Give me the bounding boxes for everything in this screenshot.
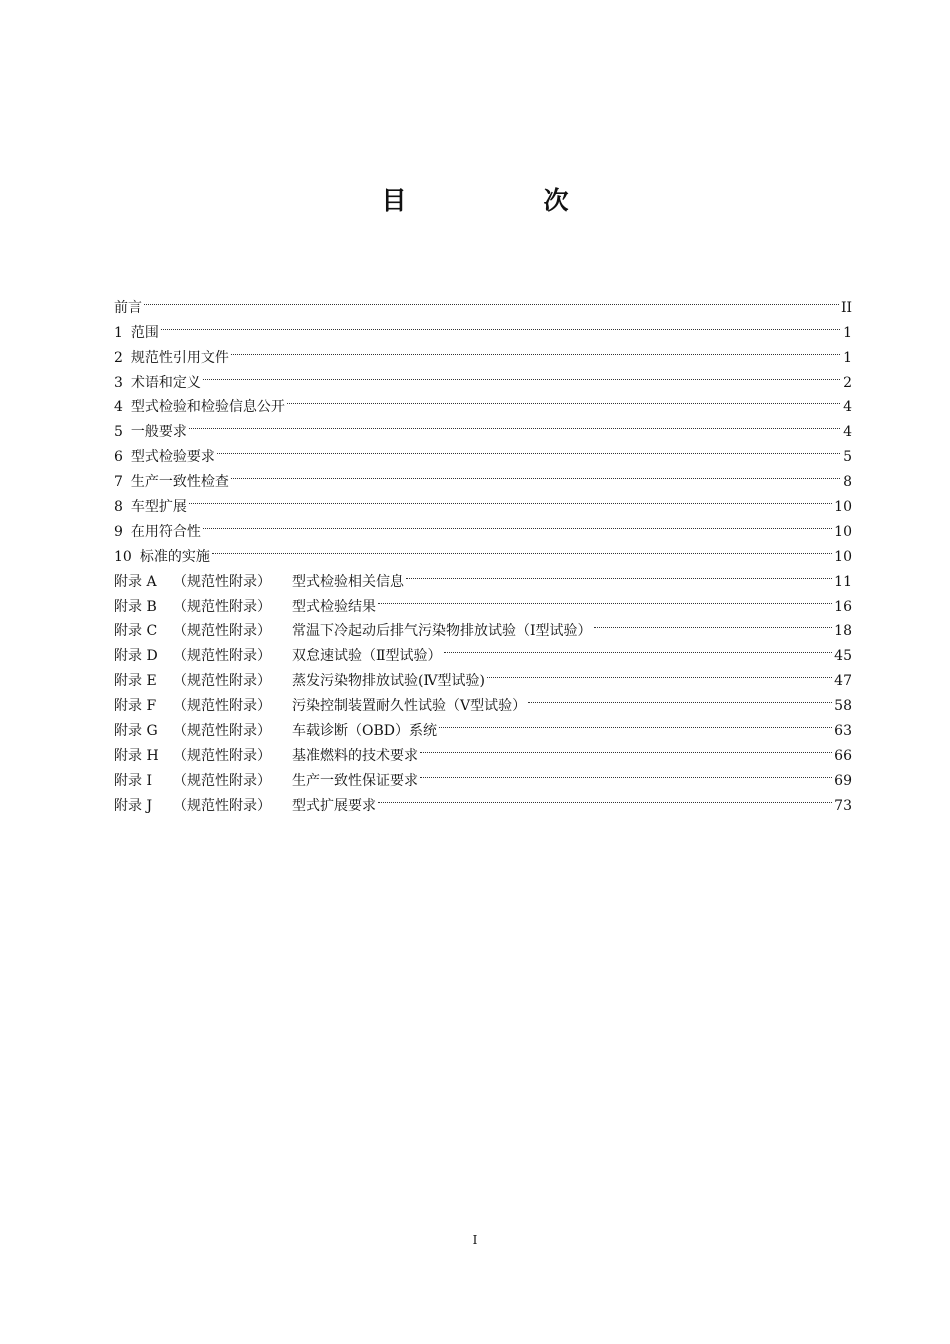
toc-entry-label: 型式检验要求 — [130, 449, 215, 466]
toc-annex-code: 附录 E — [114, 673, 157, 690]
toc-entry-number: 7 — [114, 474, 123, 491]
toc-entry-number: 1 — [114, 324, 123, 341]
toc-dot-leader — [161, 312, 840, 337]
toc-entry-foreword[interactable] — [114, 287, 852, 316]
toc-page-number: 69 — [834, 772, 852, 789]
toc-annex-code: 附录 C — [114, 623, 158, 640]
table-of-contents — [114, 287, 852, 814]
toc-entry-number: 6 — [114, 449, 123, 466]
toc-dot-leader — [189, 486, 832, 511]
toc-page-number: 10 — [834, 499, 852, 516]
toc-dot-leader — [444, 635, 833, 660]
toc-annex-label: 型式扩展要求 — [292, 797, 376, 814]
toc-entry-label: 规范性引用文件 — [130, 349, 229, 366]
toc-annex-code: 附录 I — [114, 772, 152, 789]
toc-entry-1[interactable] — [114, 312, 852, 341]
toc-annex-type: （规范性附录） — [173, 772, 271, 789]
toc-entry-number: 4 — [114, 399, 123, 416]
toc-entry-4[interactable] — [114, 387, 852, 416]
toc-annex-code: 附录 D — [114, 648, 158, 665]
toc-annex-type: （规范性附录） — [173, 723, 271, 740]
toc-annex-type: （规范性附录） — [173, 648, 271, 665]
toc-entry-label: 范围 — [130, 324, 159, 341]
toc-entry-label: 前言 — [114, 299, 142, 316]
toc-page-number: 16 — [834, 598, 852, 615]
toc-dot-leader — [203, 511, 832, 536]
toc-page-number: 58 — [834, 698, 852, 715]
toc-dot-leader — [231, 337, 840, 362]
toc-page-number: 2 — [843, 374, 852, 391]
toc-dot-leader — [217, 436, 840, 461]
toc-entry-label: 标准的实施 — [139, 548, 210, 565]
toc-annex-a[interactable] — [114, 561, 852, 590]
toc-entry-2[interactable] — [114, 337, 852, 366]
toc-annex-code: 附录 F — [114, 698, 157, 715]
toc-page-number: 10 — [834, 548, 852, 565]
toc-dot-leader — [420, 735, 832, 760]
toc-entry-label: 车型扩展 — [130, 499, 187, 516]
toc-page-number: 8 — [843, 474, 852, 491]
toc-annex-label: 双怠速试验（Ⅱ型试验） — [292, 648, 442, 665]
toc-entry-6[interactable] — [114, 436, 852, 466]
toc-page-number: 1 — [843, 349, 852, 366]
toc-annex-type: （规范性附录） — [173, 698, 271, 715]
toc-entry-number: 8 — [114, 499, 123, 516]
toc-dot-leader — [420, 760, 832, 785]
toc-dot-leader — [487, 660, 832, 685]
toc-page-number: 10 — [834, 523, 852, 540]
toc-dot-leader — [287, 387, 840, 412]
toc-annex-type: （规范性附录） — [173, 598, 271, 615]
toc-page-number: 18 — [834, 623, 852, 640]
toc-dot-leader — [594, 611, 833, 636]
toc-annex-code: 附录 G — [114, 723, 158, 740]
toc-entry-5[interactable] — [114, 411, 852, 441]
toc-dot-leader — [406, 561, 832, 586]
toc-entry-label: 生产一致性检查 — [130, 474, 229, 491]
toc-annex-type: （规范性附录） — [173, 573, 271, 590]
toc-annex-label: 污染控制装置耐久性试验（Ⅴ型试验） — [292, 698, 527, 715]
toc-annex-label: 型式检验相关信息 — [292, 573, 404, 590]
toc-page-number: 1 — [843, 324, 852, 341]
toc-page-number: 4 — [843, 424, 852, 441]
toc-entry-number: 5 — [114, 424, 123, 441]
toc-entry-3[interactable] — [114, 362, 852, 391]
toc-page-number: 73 — [834, 797, 852, 814]
toc-entry-7[interactable] — [114, 461, 852, 491]
toc-annex-code: 附录 J — [114, 797, 153, 814]
page-title: 目 次 — [381, 186, 625, 215]
toc-entry-number: 10 — [114, 548, 132, 565]
toc-dot-leader — [231, 461, 840, 486]
toc-dot-leader — [203, 362, 840, 387]
toc-annex-label: 基准燃料的技术要求 — [292, 747, 418, 764]
toc-annex-label: 生产一致性保证要求 — [292, 772, 418, 789]
toc-entry-10[interactable] — [114, 536, 852, 565]
toc-dot-leader — [212, 536, 832, 561]
toc-entry-label: 在用符合性 — [130, 523, 201, 540]
toc-page-number: 63 — [834, 723, 852, 740]
toc-dot-leader — [528, 685, 832, 710]
toc-entry-number: 9 — [114, 523, 123, 540]
toc-annex-code: 附录 H — [114, 747, 159, 764]
toc-entry-label: 术语和定义 — [130, 374, 201, 391]
toc-annex-label: 蒸发污染物排放试验(Ⅳ型试验) — [292, 673, 485, 690]
toc-annex-type: （规范性附录） — [173, 673, 271, 690]
toc-entry-number: 2 — [114, 349, 123, 366]
toc-entry-label: 型式检验和检验信息公开 — [130, 399, 285, 416]
toc-entry-8[interactable] — [114, 486, 852, 516]
toc-annex-type: （规范性附录） — [173, 623, 271, 640]
toc-page-number: 11 — [834, 573, 852, 590]
toc-annex-type: （规范性附录） — [173, 797, 271, 814]
toc-dot-leader — [144, 287, 839, 312]
toc-annex-type: （规范性附录） — [173, 747, 271, 764]
toc-entry-number: 3 — [114, 374, 123, 391]
page-footer-number: I — [472, 1233, 478, 1247]
toc-annex-label: 常温下冷起动后排气污染物排放试验（Ⅰ型试验） — [292, 623, 592, 640]
toc-dot-leader — [189, 411, 840, 436]
toc-annex-label: 型式检验结果 — [292, 598, 376, 615]
toc-dot-leader — [378, 785, 832, 810]
toc-entry-9[interactable] — [114, 511, 852, 540]
toc-page-number: 66 — [834, 747, 852, 764]
toc-annex-code: 附录 B — [114, 598, 157, 615]
toc-page-number: 4 — [843, 399, 852, 416]
toc-annex-label: 车载诊断（OBD）系统 — [292, 723, 437, 740]
toc-entry-label: 一般要求 — [130, 424, 187, 441]
toc-page-number: 47 — [834, 673, 852, 690]
toc-page-number: 45 — [834, 648, 852, 665]
toc-page-number: II — [840, 299, 852, 316]
toc-dot-leader — [439, 710, 832, 735]
toc-page-number: 5 — [843, 449, 852, 466]
toc-annex-code: 附录 A — [114, 573, 157, 590]
toc-dot-leader — [378, 586, 832, 611]
